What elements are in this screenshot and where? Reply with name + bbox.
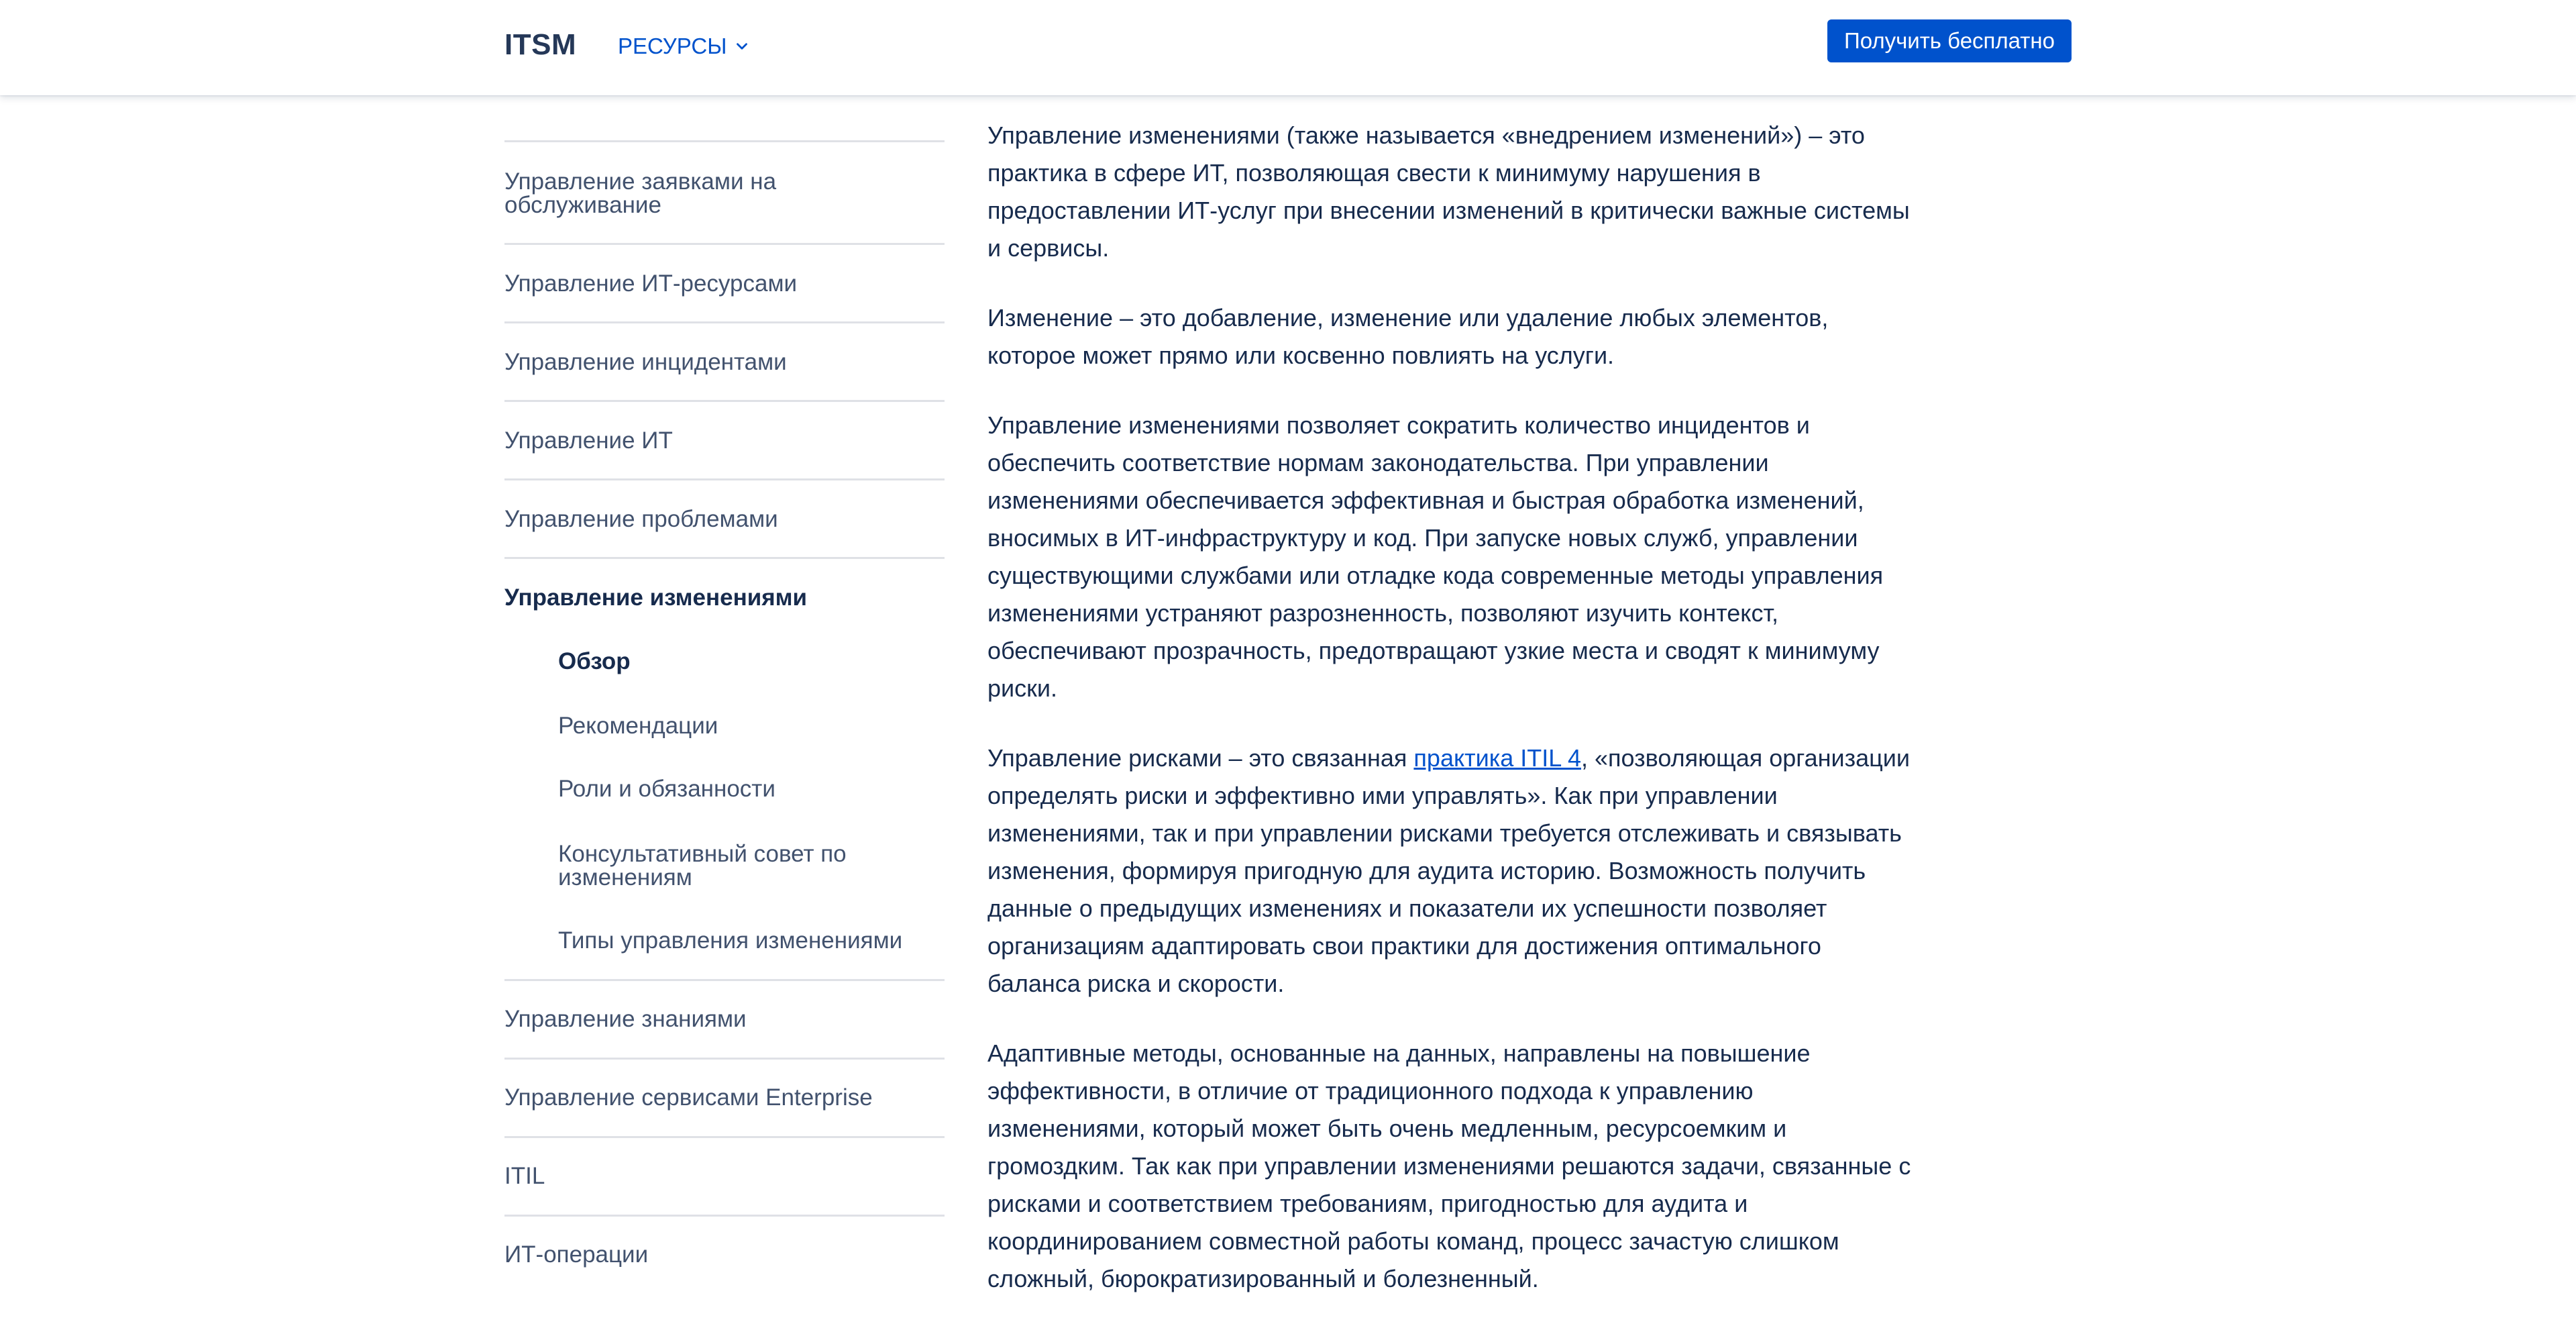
sidebar-divider <box>504 557 945 559</box>
sidebar-item-itil[interactable]: ITIL <box>504 1163 545 1189</box>
paragraph-risk-intro: Управление рисками – это связанная <box>987 744 1414 772</box>
sidebar-divider <box>504 400 945 402</box>
sidebar-divider <box>504 140 945 142</box>
resources-menu-button[interactable] <box>618 34 751 59</box>
sidebar-divider <box>504 979 945 981</box>
article-content <box>987 117 1913 1330</box>
sidebar-divider <box>504 478 945 480</box>
resources-menu-label: РЕСУРСЫ <box>618 34 727 58</box>
paragraph-risk-rest: , «позволяющая организации определять риски и эффективно ими управлять». Как при управлении изменениями, так и при управлении рисками требуется отслеживать и связывать изменения, формируя пригодную для аудита историю. Возможность получить данные о предыдущих изменениях и показатели их успешности позволяет организациям адаптировать свои практики для достижения оптимального баланса риска и скорости. <box>987 744 1910 997</box>
sidebar-subitem-best-practices[interactable]: Рекомендации <box>558 713 718 739</box>
sidebar-item-knowledge[interactable]: Управление знаниями <box>504 1006 747 1032</box>
get-free-button[interactable]: Получить бесплатно <box>1827 19 2072 62</box>
sidebar-divider <box>504 243 945 245</box>
sidebar-item-it-operations[interactable]: ИТ-операции <box>504 1241 649 1268</box>
sidebar-item-service-requests[interactable]: Управление заявками на обслуживание <box>504 168 777 218</box>
itsm-logo[interactable]: ITSM <box>504 28 577 61</box>
sidebar-item-problems[interactable]: Управление проблемами <box>504 506 778 532</box>
sidebar-divider <box>504 1215 945 1217</box>
sidebar-item-it-management[interactable]: Управление ИТ <box>504 427 673 454</box>
sidebar-item-change-management[interactable]: Управление изменениями <box>504 584 808 611</box>
sidebar-subitem-roles[interactable]: Роли и обязанности <box>558 776 775 802</box>
sidebar-subitem-overview[interactable]: Обзор <box>558 648 631 674</box>
paragraph-change: Изменение – это добавление, изменение или удаление любых элементов, которое может прямо или косвенно повлиять на услуги. <box>987 304 1829 369</box>
chevron-down-icon <box>733 38 751 55</box>
sidebar-item-it-assets[interactable]: Управление ИТ-ресурсами <box>504 270 798 297</box>
paragraph-benefits: Управление изменениями позволяет сократить количество инцидентов и обеспечить соответствие нормам законодательства. При управлении изменениями обеспечивается эффективная и быстрая обработка изменений, вносимых в ИТ-инфраструктуру и код. При запуске новых служб, управлении существующими службами или отладке кода современные методы управления изменениями устраняют разрозненность, позволяют изучить контекст, обеспечивают прозрачность, предотвращают узкие места и сводят к минимуму риски. <box>987 411 1884 702</box>
sidebar-divider <box>504 321 945 323</box>
itil4-practice-link[interactable]: практика ITIL 4 <box>1413 744 1581 772</box>
site-header <box>0 0 2576 95</box>
sidebar-subitem-change-types[interactable]: Типы управления изменениями <box>558 927 903 954</box>
sidebar-item-incidents[interactable]: Управление инцидентами <box>504 349 787 375</box>
sidebar-divider <box>504 1058 945 1060</box>
paragraph-definition: Управление изменениями (также называется «внедрением изменений») – это практика в сфере ИТ, позволяющая свести к минимуму нарушения в предоставлении ИТ-услуг при внесении изменений в критически важные системы и сервисы. <box>987 121 1910 262</box>
sidebar-divider <box>504 1136 945 1138</box>
sidebar-item-enterprise[interactable]: Управление сервисами Enterprise <box>504 1084 873 1111</box>
paragraph-adaptive: Адаптивные методы, основанные на данных, направлены на повышение эффективности, в отличие от традиционного подхода к управлению изменениями, который может быть очень медленным, ресурсоемким и громоздким. Так как при управлении изменениями решаются задачи, связанные с рисками и соответствием требованиям, пригодностью для аудита и координированием совместной работы команд, процесс зачастую слишком сложный, бюрократизированный и болезненный. <box>987 1039 1911 1292</box>
paragraph-risk <box>987 739 1913 1003</box>
sidebar-subitem-cab[interactable]: Консультативный совет по изменениям <box>558 841 847 890</box>
